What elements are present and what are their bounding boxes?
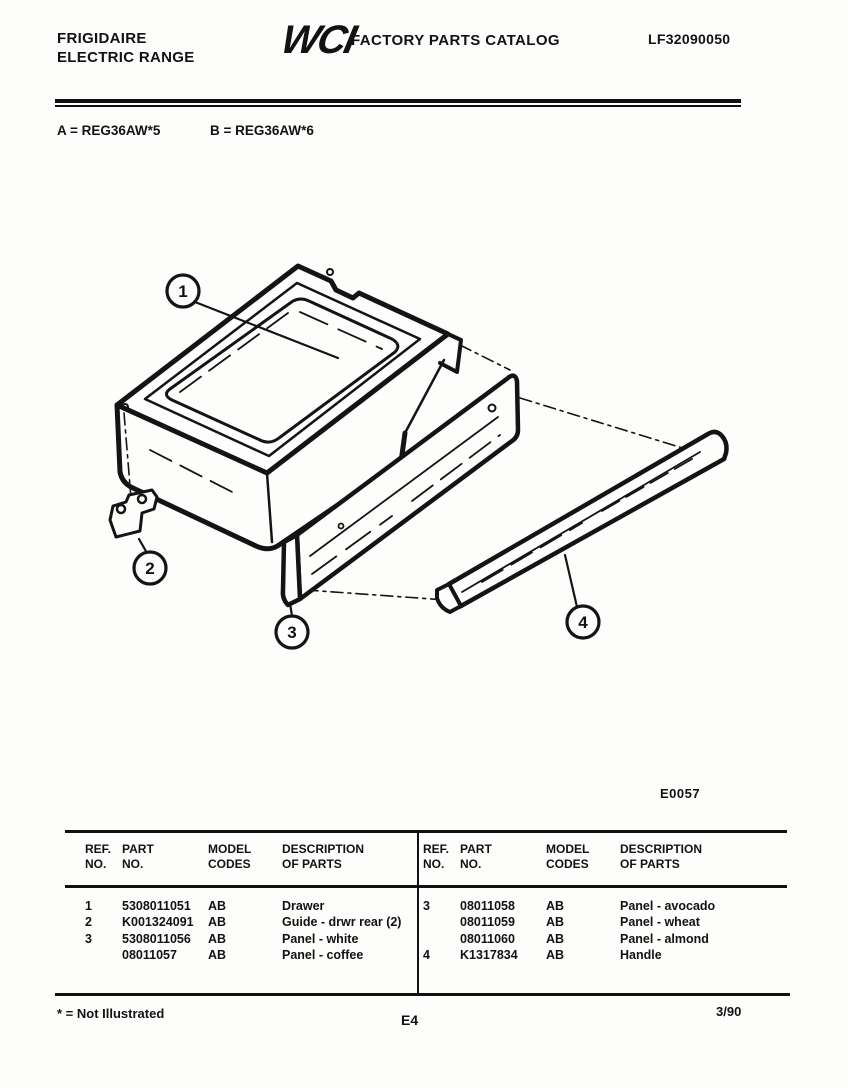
- col-part-header: PART NO.: [122, 842, 154, 871]
- table-body-left: [65, 899, 417, 965]
- not-illustrated-note: * = Not Illustrated: [57, 1006, 165, 1021]
- header-rule-thin: [55, 105, 741, 107]
- figure-id: E0057: [660, 786, 701, 801]
- drawer-guide-clip-drawing: [110, 490, 157, 537]
- table-row: 08011059 AB Panel - wheat: [460, 915, 700, 930]
- table-row: 4 K1317834 AB Handle: [423, 948, 662, 963]
- wci-logo: WCI: [277, 18, 359, 62]
- col-part-header: PART NO.: [460, 842, 492, 871]
- col-desc-header: DESCRIPTION OF PARTS: [282, 842, 365, 871]
- table-header-right: [419, 842, 787, 872]
- table-row: 2 K001324091 AB Guide - drwr rear (2): [85, 915, 402, 930]
- callout-number-2: 2: [145, 559, 155, 578]
- parts-table-left: [65, 833, 417, 996]
- parts-table: [65, 830, 787, 996]
- brand-title: [57, 29, 195, 67]
- header-rule-thick: [55, 99, 741, 103]
- col-ref-header: REF. NO.: [423, 842, 450, 871]
- parts-table-right: [419, 833, 787, 996]
- table-row: 08011057 AB Panel - coffee: [122, 948, 364, 963]
- screw-dot: [327, 269, 333, 275]
- table-body-right: [419, 899, 787, 965]
- brand-line-2: ELECTRIC RANGE: [57, 49, 195, 66]
- date-code: 3/90: [716, 1004, 742, 1019]
- callout-number-3: 3: [287, 623, 297, 642]
- table-header-left: [65, 842, 417, 872]
- table-row: 1 5308011051 AB Drawer: [85, 899, 325, 913]
- col-desc-header: DESCRIPTION OF PARTS: [620, 842, 703, 871]
- col-ref-header: REF. NO.: [85, 842, 112, 871]
- callout-number-4: 4: [578, 613, 588, 632]
- col-model-header: MODEL CODES: [546, 842, 590, 871]
- callout-number-1: 1: [178, 282, 188, 301]
- page-id: E4: [401, 1012, 419, 1028]
- catalog-title: FACTORY PARTS CATALOG: [351, 32, 560, 49]
- brand-line-1: FRIGIDAIRE: [57, 30, 147, 47]
- table-row: 3 5308011056 AB Panel - white: [85, 931, 359, 946]
- exploded-view-diagram: [60, 250, 750, 680]
- table-row: 3 08011058 AB Panel - avocado: [423, 899, 716, 913]
- col-model-header: MODEL CODES: [208, 842, 252, 871]
- footer-rule: [55, 993, 790, 996]
- model-code-a: A = REG36AW*5: [57, 123, 161, 138]
- document-number: LF32090050: [648, 31, 731, 47]
- model-code-b: B = REG36AW*6: [210, 123, 314, 138]
- table-row: 08011060 AB Panel - almond: [460, 931, 709, 946]
